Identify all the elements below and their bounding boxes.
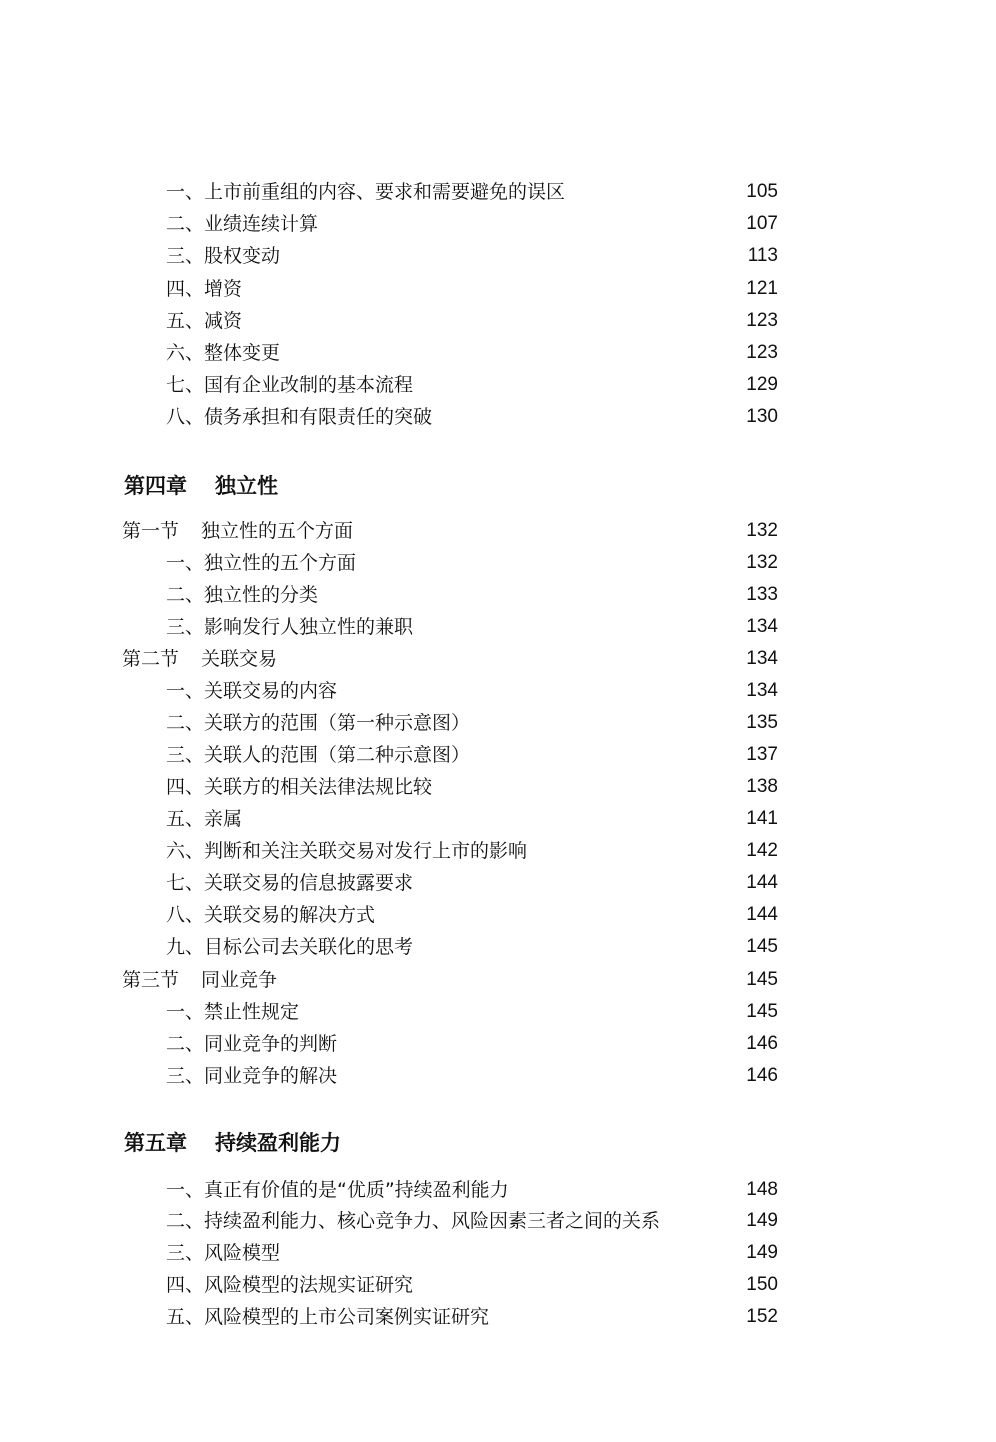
toc-entry-title: 四、风险模型的法规实证研究 (166, 1274, 414, 1296)
section-number: 第二节 (122, 648, 180, 670)
section-name: 同业竞争 (201, 969, 278, 991)
toc-entry[interactable] (0, 1207, 996, 1235)
toc-entry-page: 123 (746, 310, 778, 331)
toc-entry-page: 105 (746, 181, 778, 202)
toc-entry-page: 130 (746, 406, 778, 427)
toc-entry-title: 三、股权变动 (166, 245, 281, 267)
toc-entry[interactable] (0, 773, 996, 801)
section-number: 第一节 (122, 520, 180, 542)
toc-entry[interactable] (0, 275, 996, 303)
section-number: 第三节 (122, 969, 180, 991)
toc-section[interactable] (0, 645, 996, 673)
toc-entry-page: 132 (746, 552, 778, 573)
toc-entry[interactable] (0, 998, 996, 1026)
toc-entry-title: 二、同业竞争的判断 (166, 1033, 338, 1055)
toc-entry[interactable] (0, 1303, 996, 1331)
toc-entry[interactable] (0, 1030, 996, 1058)
toc-entry-page: 132 (746, 520, 778, 541)
toc-entry-title: 五、减资 (166, 310, 243, 332)
toc-entry-page: 142 (746, 840, 778, 861)
toc-entry[interactable] (0, 1062, 996, 1090)
chapter-name: 独立性 (215, 474, 278, 498)
toc-entry-page: 145 (746, 1001, 778, 1022)
toc-entry-title: 一、关联交易的内容 (166, 680, 338, 702)
toc-section[interactable] (0, 517, 996, 545)
toc-entry[interactable] (0, 549, 996, 577)
toc-entry[interactable] (0, 933, 996, 961)
toc-entry-page: 135 (746, 712, 778, 733)
toc-entry-page: 113 (747, 245, 778, 266)
toc-entry[interactable] (0, 371, 996, 399)
toc-entry-title: 五、亲属 (166, 808, 243, 830)
toc-entry-page: 133 (746, 584, 778, 605)
toc-entry-title: 二、独立性的分类 (166, 584, 319, 606)
toc-entry-title: 一、独立性的五个方面 (166, 552, 357, 574)
toc-entry-title: 三、风险模型 (166, 1242, 281, 1264)
toc-entry-title: 七、国有企业改制的基本流程 (166, 374, 414, 396)
toc-entry-title: 七、关联交易的信息披露要求 (166, 872, 414, 894)
chapter-heading[interactable] (124, 1128, 341, 1158)
toc-entry-page: 152 (746, 1306, 778, 1327)
toc-entry-title: 二、持续盈利能力、核心竞争力、风险因素三者之间的关系 (166, 1210, 661, 1232)
toc-entry-page: 141 (746, 808, 778, 829)
toc-entry[interactable] (0, 901, 996, 929)
toc-entry-page: 107 (746, 213, 778, 234)
toc-entry-title: 三、影响发行人独立性的兼职 (166, 616, 414, 638)
toc-entry-page: 150 (746, 1274, 778, 1295)
toc-entry-page: 121 (746, 278, 778, 299)
toc-entry-page: 144 (746, 904, 778, 925)
toc-entry-title: 一、真正有价值的是“优质”持续盈利能力 (166, 1179, 509, 1201)
toc-entry-title: 三、关联人的范围（第二种示意图） (166, 744, 471, 766)
toc-entry[interactable] (0, 741, 996, 769)
toc-entry-title: 三、同业竞争的解决 (166, 1065, 338, 1087)
toc-entry-title: 六、判断和关注关联交易对发行上市的影响 (166, 840, 528, 862)
toc-entry[interactable] (0, 1176, 996, 1204)
toc-entry-title: 八、关联交易的解决方式 (166, 904, 376, 926)
toc-entry[interactable] (0, 1239, 996, 1267)
section-name: 独立性的五个方面 (201, 520, 354, 542)
toc-entry-page: 149 (746, 1242, 778, 1263)
toc-entry[interactable] (0, 339, 996, 367)
toc-entry-title: 二、业绩连续计算 (166, 213, 319, 235)
toc-section[interactable] (0, 966, 996, 994)
toc-entry-title: 二、关联方的范围（第一种示意图） (166, 712, 471, 734)
toc-entry[interactable] (0, 307, 996, 335)
toc-entry-title: 四、增资 (166, 278, 243, 300)
toc-entry[interactable] (0, 869, 996, 897)
chapter-number: 第四章 (124, 474, 187, 498)
toc-entry[interactable] (0, 613, 996, 641)
toc-entry[interactable] (0, 178, 996, 206)
toc-entry[interactable] (0, 210, 996, 238)
toc-entry-page: 145 (746, 936, 778, 957)
toc-entry-page: 148 (746, 1179, 778, 1200)
toc-entry[interactable] (0, 403, 996, 431)
toc-entry-page: 145 (746, 969, 778, 990)
chapter-heading[interactable] (124, 471, 278, 501)
toc-entry-page: 138 (746, 776, 778, 797)
toc-entry-title: 一、禁止性规定 (166, 1001, 300, 1023)
toc-entry-page: 134 (746, 680, 778, 701)
toc-entry[interactable] (0, 837, 996, 865)
toc-entry-page: 134 (746, 648, 778, 669)
toc-entry[interactable] (0, 677, 996, 705)
toc-entry-title: 一、上市前重组的内容、要求和需要避免的误区 (166, 181, 566, 203)
toc-entry[interactable] (0, 581, 996, 609)
toc-entry-title: 四、关联方的相关法律法规比较 (166, 776, 433, 798)
toc-entry-page: 146 (746, 1065, 778, 1086)
toc-entry-title: 九、目标公司去关联化的思考 (166, 936, 414, 958)
toc-entry-page: 149 (746, 1210, 778, 1231)
toc-entry-title: 六、整体变更 (166, 342, 281, 364)
chapter-number: 第五章 (124, 1131, 187, 1155)
toc-entry-page: 146 (746, 1033, 778, 1054)
toc-entry-page: 134 (746, 616, 778, 637)
toc-entry[interactable] (0, 242, 996, 270)
toc-entry-page: 144 (746, 872, 778, 893)
toc-entry[interactable] (0, 709, 996, 737)
chapter-name: 持续盈利能力 (215, 1131, 341, 1155)
toc-entry[interactable] (0, 805, 996, 833)
toc-entry-title: 五、风险模型的上市公司案例实证研究 (166, 1306, 490, 1328)
toc-entry-title: 八、债务承担和有限责任的突破 (166, 406, 433, 428)
toc-entry-page: 137 (746, 744, 778, 765)
toc-entry[interactable] (0, 1271, 996, 1299)
toc-entry-page: 123 (746, 342, 778, 363)
section-name: 关联交易 (201, 648, 278, 670)
toc-entry-page: 129 (746, 374, 778, 395)
